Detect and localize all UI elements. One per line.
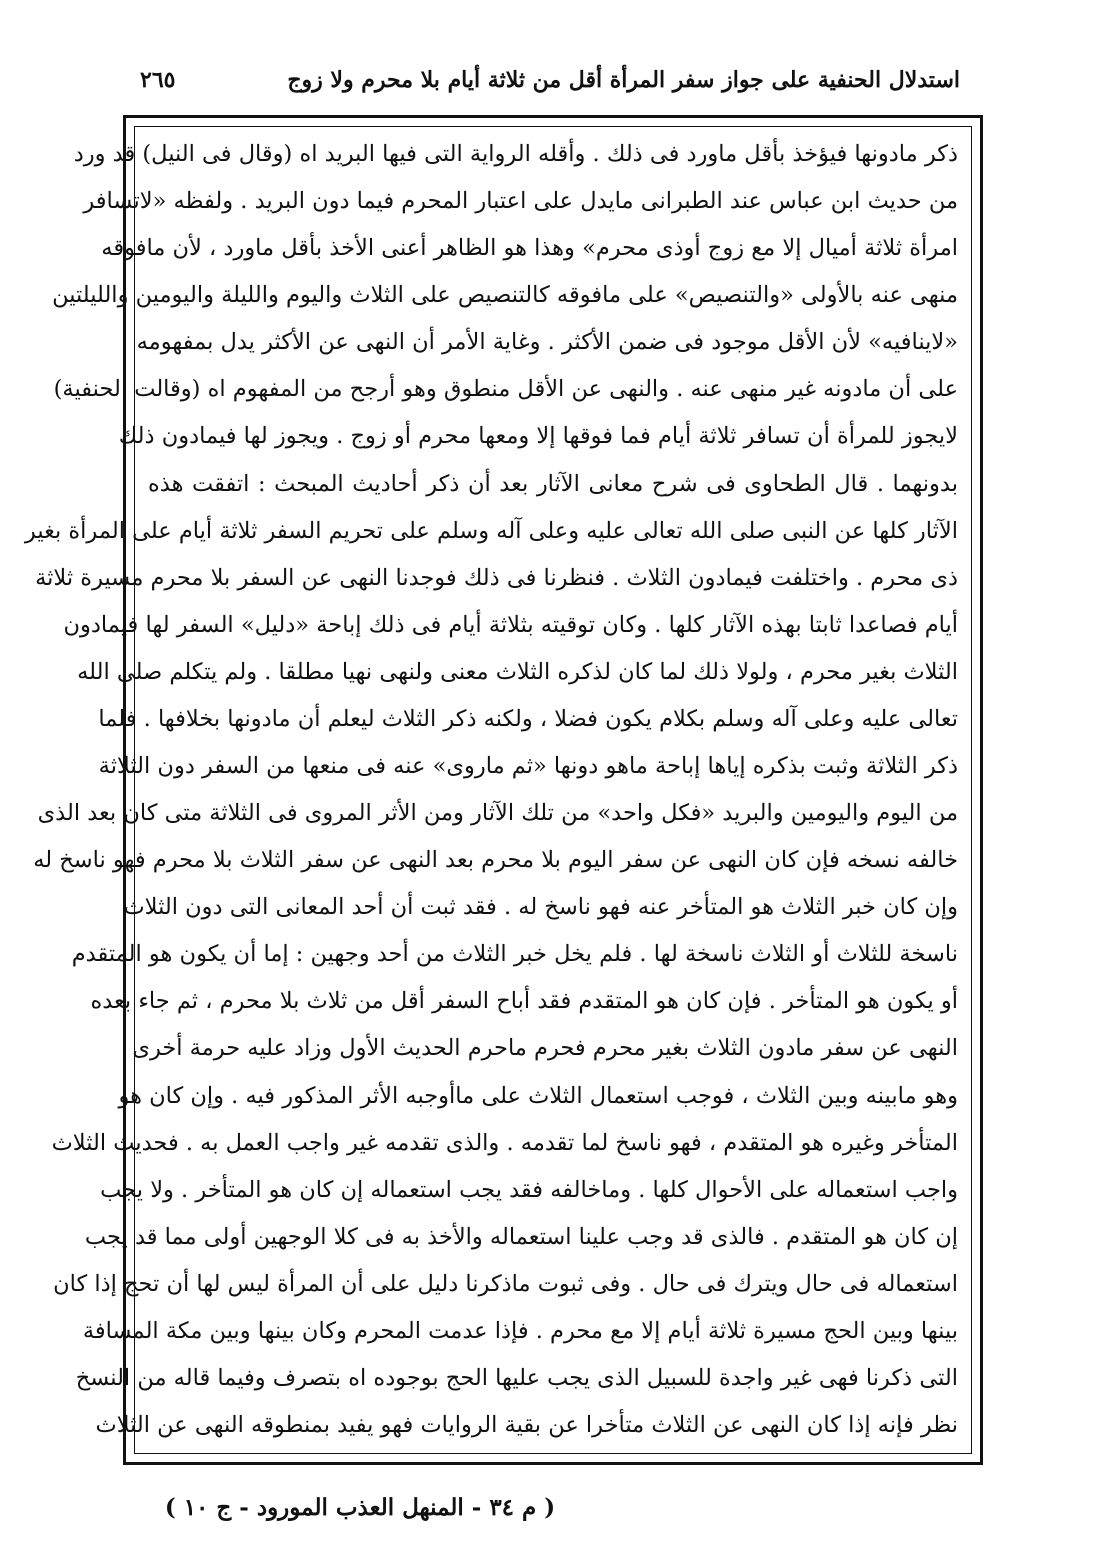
text-line: وهو مابينه وبين الثلاث ، فوجب استعمال الثلاث على ماأوجبه الأثر المذكور فيه . وإن كان هو bbox=[118, 1082, 958, 1109]
text-line: بدونهما . قال الطحاوى فى شرح معانى الآثار بعد أن ذكر أحاديث المبحث : اتفقت هذه bbox=[148, 470, 958, 497]
text-line: ناسخة للثلاث أو الثلاث ناسخة لها . فلم يخل خبر الثلاث من أحد وجهين : إما أن يكون هو المتقدم bbox=[71, 941, 958, 968]
page-number: ٢٦٥ bbox=[140, 67, 176, 93]
text-line: إن كان هو المتقدم . فالذى قد وجب علينا استعماله والأخذ به فى كلا الوجهين أولى مما قد يجب bbox=[84, 1223, 958, 1250]
text-line: الآثار كلها عن النبى صلى الله تعالى عليه وعلى آله وسلم على تحريم السفر ثلاثة أيام على المرأة بغير bbox=[24, 517, 958, 544]
text-line: لايجوز للمرأة أن تسافر ثلاثة أيام فما فوقها إلا ومعها محرم أو زوج . ويجوز لها فيمادون ذلك bbox=[118, 423, 958, 450]
page-header bbox=[140, 58, 960, 102]
text-line: «لاينافيه» لأن الأقل موجود فى ضمن الأكثر . وغاية الأمر أن النهى عن الأكثر يدل بمفهومه bbox=[136, 329, 958, 356]
text-line: تعالى عليه وعلى آله وسلم بكلام يكون فضلا ، ولكنه ذكر الثلاث ليعلم أن مادونها بخلافها . فلما bbox=[98, 705, 958, 732]
text-line: خالفه نسخه فإن كان النهى عن سفر اليوم بلا محرم بعد النهى عن سفر الثلاث بلا محرم فهو ناسخ له bbox=[33, 847, 958, 874]
text-line: على أن مادونه غير منهى عنه . والنهى عن الأقل منطوق وهو أرجح من المفهوم اه (وقالت الحنفية) bbox=[53, 376, 958, 403]
text-line: نظر فإنه إذا كان النهى عن الثلاث متأخرا عن بقية الروايات فهو يفيد بمنطوقه النهى عن الثلاث bbox=[95, 1412, 958, 1439]
text-line: ذكر الثلاثة وثبت بذكره إياها إباحة ماهو دونها «ثم ماروى» عنه فى منعها من السفر دون الثلاثة bbox=[98, 753, 958, 780]
text-line: ذكر مادونها فيؤخذ بأقل ماورد فى ذلك . وأقله الرواية التى فيها البريد اه (وقال فى النيل) قد ورد bbox=[73, 141, 958, 167]
text-line: ذى محرم . واختلفت فيمادون الثلاث . فنظرنا فى ذلك فوجدنا النهى عن السفر بلا محرم مسيرة ثلاثة bbox=[35, 564, 958, 591]
signature-mark: ( م ٣٤ - المنهل العذب المورود - ج ١٠ ) bbox=[164, 1493, 556, 1521]
text-line: المتأخر وغيره هو المتقدم ، فهو ناسخ لما تقدمه . والذى تقدمه غير واجب العمل به . فحديث الثلاث bbox=[51, 1129, 958, 1156]
text-line: امرأة ثلاثة أميال إلا مع زوج أوذى محرم» وهذا هو الظاهر أعنى الأخذ بأقل ماورد ، لأن مافوقه bbox=[101, 235, 958, 262]
text-line: منهى عنه بالأولى «والتنصيص» على مافوقه كالتنصيص على الثلاث واليوم والليلة واليومين والليلتين bbox=[52, 282, 958, 309]
text-frame bbox=[24, 115, 983, 1465]
text-line: التى ذكرنا فهى غير واجدة للسبيل الذى يجب عليها الحج بوجوده اه بتصرف وفيما قاله من النسخ bbox=[75, 1365, 958, 1392]
text-line: النهى عن سفر مادون الثلاث بغير محرم فحرم ماحرم الحديث الأول وزاد عليه حرمة أخرى bbox=[132, 1035, 958, 1062]
text-line: من اليوم واليومين والبريد «فكل واحد» من تلك الآثار ومن الأثر المروى فى الثلاثة متى كان بعد الذى bbox=[37, 800, 958, 827]
text-line: واجب استعماله على الأحوال كلها . وماخالفه فقد يجب استعماله إن كان هو المتأخر . ولا يجب bbox=[100, 1176, 958, 1203]
text-line: الثلاث بغير محرم ، ولولا ذلك لما كان لذكره الثلاث معنى ولنهى نهيا مطلقا . ولم يتكلم صلى الله bbox=[77, 658, 958, 685]
text-line: من حديث ابن عباس عند الطبرانى مايدل على اعتبار المحرم فيما دون البريد . ولفظه «لاتسافر bbox=[83, 188, 958, 215]
body-text bbox=[24, 141, 958, 1439]
text-line: بينها وبين الحج مسيرة ثلاثة أيام إلا مع محرم . فإذا عدمت المحرم وكان بينها وبين مكة المسافة bbox=[82, 1317, 958, 1344]
running-title: استدلال الحنفية على جواز سفر المرأة أقل من ثلاثة أيام بلا محرم ولا زوج bbox=[287, 67, 960, 93]
text-line: أو يكون هو المتأخر . فإن كان هو المتقدم فقد أباح السفر أقل من ثلاث بلا محرم ، ثم جاء بعده bbox=[90, 988, 958, 1015]
text-line: استعماله فى حال ويترك فى حال . وفى ثبوت ماذكرنا دليل على أن المرأة ليس لها أن تحج إذا كان bbox=[53, 1270, 958, 1297]
text-line: وإن كان خبر الثلاث هو المتأخر عنه فهو ناسخ له . فقد ثبت أن أحد المعانى التى دون الثلاث bbox=[123, 894, 958, 921]
text-line: أيام فصاعدا ثابتا بهذه الآثار كلها . وكان توقيته بثلاثة أيام فى ذلك إباحة «دليل» السفر لها فيمادون bbox=[63, 611, 958, 638]
